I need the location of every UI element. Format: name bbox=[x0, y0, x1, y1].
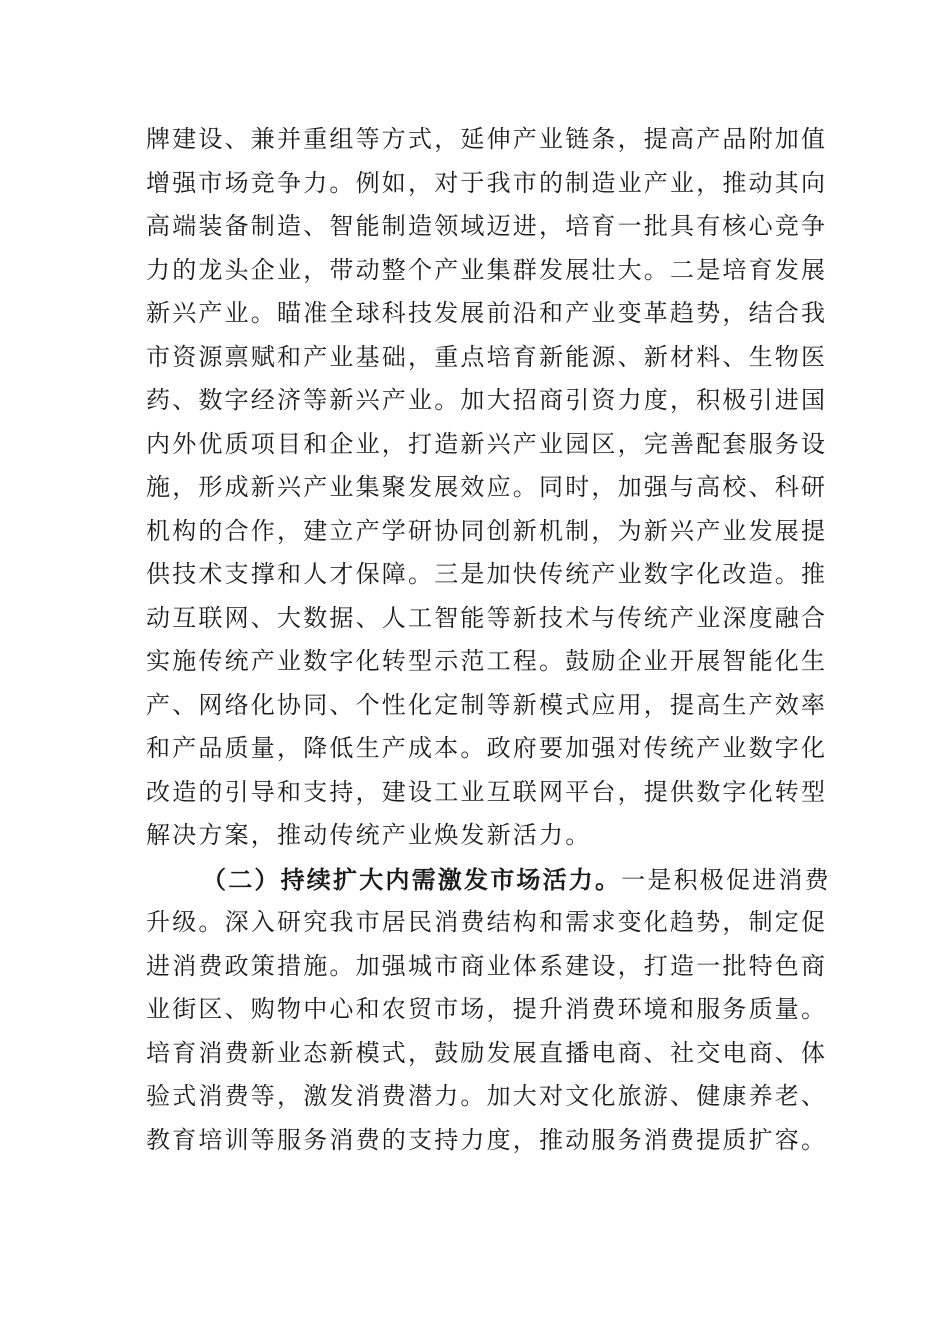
paragraph-line: 和产品质量，降低生产成本。政府要加强对传统产业数字化 bbox=[146, 734, 828, 762]
paragraph-line: 施，形成新兴产业集聚发展效应。同时，加强与高校、科研 bbox=[146, 473, 828, 501]
paragraph-line: 业街区、购物中心和农贸市场，提升消费环境和服务质量。 bbox=[146, 995, 828, 1023]
paragraph-line: 进消费政策措施。加强城市商业体系建设，打造一批特色商 bbox=[146, 951, 828, 980]
paragraph-line: 实施传统产业数字化转型示范工程。鼓励企业开展智能化生 bbox=[146, 647, 828, 675]
paragraph-line: 升级。深入研究我市居民消费结构和需求变化趋势，制定促 bbox=[146, 908, 828, 936]
paragraph-line: 培育消费新业态新模式，鼓励发展直播电商、社交电商、体 bbox=[146, 1038, 828, 1067]
paragraph-line: 机构的合作，建立产学研协同创新机制，为新兴产业发展提 bbox=[146, 516, 828, 545]
paragraph-line: 药、数字经济等新兴产业。加大招商引资力度，积极引进国 bbox=[146, 386, 828, 414]
paragraph-line: 产、网络化协同、个性化定制等新模式应用，提高生产效率 bbox=[146, 690, 828, 719]
section-heading-continuation: 一是积极促进消费 bbox=[621, 865, 831, 894]
paragraph-line: 牌建设、兼并重组等方式，延伸产业链条，提高产品附加值 bbox=[146, 125, 828, 153]
section-heading-line bbox=[146, 858, 831, 902]
document-body bbox=[146, 118, 831, 1162]
paragraph-line: 验式消费等，激发消费潜力。加大对文化旅游、健康养老、 bbox=[146, 1082, 828, 1110]
paragraph-line: 增强市场竞争力。例如，对于我市的制造业产业，推动其向 bbox=[146, 168, 828, 197]
paragraph-line: 内外优质项目和企业，打造新兴产业园区，完善配套服务设 bbox=[146, 429, 828, 458]
paragraph-line: 改造的引导和支持，建设工业互联网平台，提供数字化转型 bbox=[146, 777, 828, 806]
paragraph-line: 教育培训等服务消费的支持力度，推动服务消费提质扩容。 bbox=[146, 1125, 828, 1154]
paragraph-line: 力的龙头企业，带动整个产业集群发展壮大。二是培育发展 bbox=[146, 255, 828, 284]
paragraph-line: 动互联网、大数据、人工智能等新技术与传统产业深度融合 bbox=[146, 603, 828, 632]
paragraph-line: 高端装备制造、智能制造领域迈进，培育一批具有核心竞争 bbox=[146, 212, 828, 240]
paragraph-line: 供技术支撑和人才保障。三是加快传统产业数字化改造。推 bbox=[146, 560, 828, 588]
paragraph-line: 新兴产业。瞄准全球科技发展前沿和产业变革趋势，结合我 bbox=[146, 299, 828, 327]
section-heading: （二）持续扩大内需激发市场活力。 bbox=[202, 864, 622, 894]
paragraph-line: 市资源禀赋和产业基础，重点培育新能源、新材料、生物医 bbox=[146, 342, 828, 371]
paragraph-line: 解决方案，推动传统产业焕发新活力。 bbox=[146, 821, 592, 849]
